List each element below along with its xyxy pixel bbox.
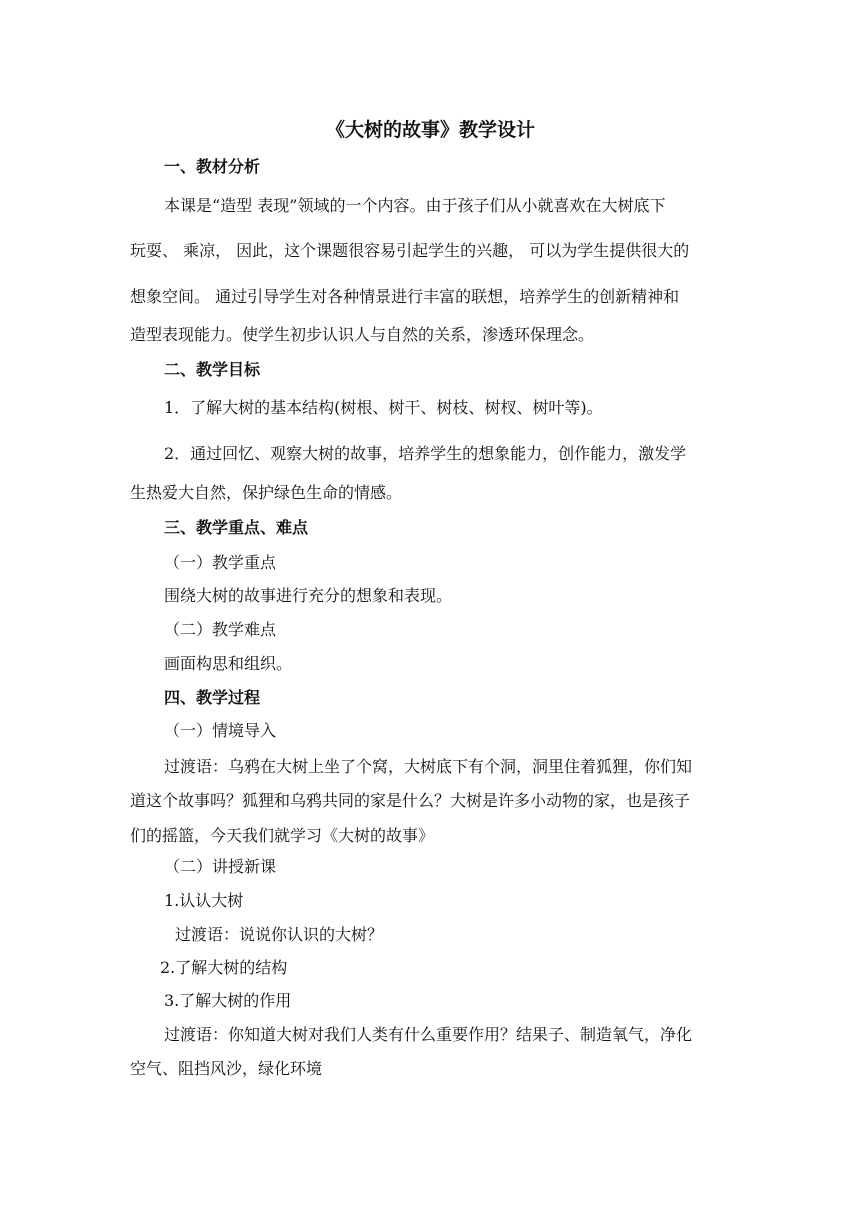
- paragraph-line: 空气、阻挡风沙，绿化环境: [130, 1059, 323, 1078]
- subheading: （二）教学难点: [164, 620, 277, 639]
- section-heading-1: 一、教材分析: [164, 157, 261, 176]
- paragraph-line: 过渡语：说说你认识的大树？: [175, 925, 384, 944]
- goal-item: 1．了解大树的基本结构(树根、树干、树枝、树杈、树叶等)。: [164, 398, 603, 417]
- paragraph-line: 道这个故事吗？狐狸和乌鸦共同的家是什么？大树是许多小动物的家，也是孩子: [130, 791, 691, 810]
- subheading: （一）情境导入: [164, 721, 277, 740]
- paragraph-line: 围绕大树的故事进行充分的想象和表现。: [164, 586, 453, 605]
- paragraph-line: 画面构思和组织。: [164, 654, 293, 673]
- list-item: 2.了解大树的结构: [160, 958, 288, 977]
- list-item: 1.认认大树: [164, 891, 244, 910]
- paragraph-line: 过渡语：你知道大树对我们人类有什么重要作用？结果子、制造氧气，净化: [164, 1025, 693, 1044]
- document-title: 《大树的故事》教学设计: [326, 119, 536, 141]
- paragraph-line: 们的摇篮，今天我们就学习《大树的故事》: [130, 826, 435, 845]
- paragraph-line: 造型表现能力。使学生初步认识人与自然的关系，渗透环保理念。: [130, 325, 595, 344]
- paragraph-line: 过渡语：乌鸦在大树上坐了个窝，大树底下有个洞，洞里住着狐狸，你们知: [164, 757, 693, 776]
- subheading: （二）讲授新课: [164, 857, 277, 876]
- section-heading-4: 四、教学过程: [164, 688, 261, 707]
- subheading: （一）教学重点: [164, 553, 277, 572]
- goal-item: 生热爱大自然，保护绿色生命的情感。: [130, 483, 403, 502]
- paragraph-line: 想象空间。 通过引导学生对各种情景进行丰富的联想，培养学生的创新精神和: [130, 287, 680, 306]
- paragraph-line: 玩耍、 乘凉， 因此，这个课题很容易引起学生的兴趣， 可以为学生提供很大的: [130, 241, 690, 260]
- section-heading-3: 三、教学重点、难点: [164, 518, 309, 537]
- section-heading-2: 二、教学目标: [164, 360, 261, 379]
- list-item: 3.了解大树的作用: [164, 991, 292, 1010]
- goal-item: 2．通过回忆、观察大树的故事，培养学生的想象能力，创作能力，激发学: [164, 444, 687, 463]
- paragraph-line: 本课是“造型 表现”领域的一个内容。由于孩子们从小就喜欢在大树底下: [164, 196, 666, 215]
